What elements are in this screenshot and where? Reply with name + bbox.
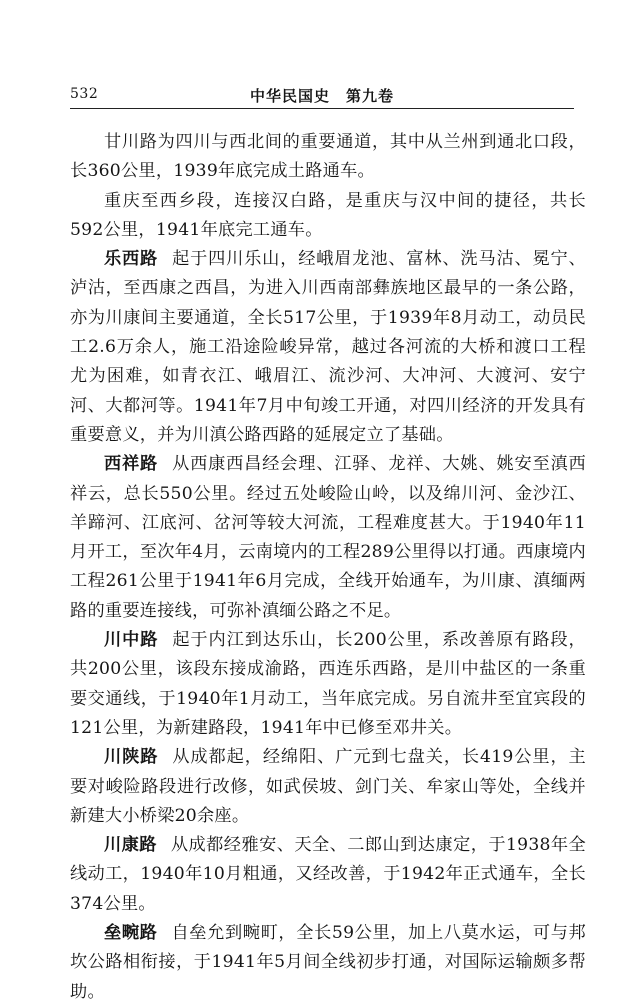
section-heading: 川康路 xyxy=(104,835,157,856)
paragraph-text: 重庆至西乡段，连接汉白路，是重庆与汉中间的捷径，共长592公里，1941年底完工通车。 xyxy=(70,190,586,240)
paragraph-text: 起于四川乐山，经峨眉龙池、富林、洗马沽、冕宁、泸沽，至西康之西昌，为进入川西南部彝族地区最早的一条公路，亦为川康间主要通道，全长517公里，于1939年8月动工，动员民工2.6万余人，施工沿途险峻异常，越过各河流的大桥和渡口工程尤为困难，如青衣江、峨眉江、流沙河、大冲河、大渡河、安宁河、大都河等。1941年7月中旬竣工开通，对四川经济的开发具有重要意义，并为川滇公路西路的延展定立了基础。 xyxy=(70,249,586,445)
body-text xyxy=(70,128,586,1007)
paragraph xyxy=(70,831,586,919)
paragraph xyxy=(70,919,586,1007)
paragraph-text: 从成都经雅安、天全、二郎山到达康定，于1938年全线动工，1940年10月粗通，又经改善，于1942年正式通车，全长374公里。 xyxy=(70,835,586,914)
paragraph xyxy=(70,187,586,246)
paragraph-text: 从成都起，经绵阳、广元到七盘关，长419公里，主要对峻险路段进行改修，如武侯坡、剑门关、牟家山等处，全线并新建大小桥梁20余座。 xyxy=(70,747,586,826)
section-heading: 川陕路 xyxy=(104,747,159,768)
section-heading: 垒畹路 xyxy=(104,923,158,944)
paragraph xyxy=(70,245,586,450)
paragraph xyxy=(70,450,586,626)
paragraph xyxy=(70,626,586,743)
paragraph xyxy=(70,128,586,187)
section-heading: 川中路 xyxy=(104,630,159,651)
paragraph-text: 自垒允到畹町，全长59公里，加上八莫水运，可与邦坎公路相衔接，于1941年5月间全线初步打通，对国际运输颇多帮助。 xyxy=(70,923,586,1002)
page-header xyxy=(70,82,574,109)
page-number: 532 xyxy=(70,86,99,102)
paragraph-text: 起于内江到达乐山，长200公里，系改善原有路段，共200公里，该段东接成渝路，西连乐西路，是川中盐区的一条重要交通线，于1940年1月动工，当年底完成。另自流井至宜宾段的121公里，为新建路段，1941年中已修至邓井关。 xyxy=(70,630,586,738)
running-title: 中华民国史 第九卷 xyxy=(249,87,394,105)
paragraph xyxy=(70,743,586,831)
section-heading: 西祥路 xyxy=(104,454,159,475)
paragraph-text: 甘川路为四川与西北间的重要通道，其中从兰州到通北口段，长360公里，1939年底完成土路通车。 xyxy=(70,132,586,182)
section-heading: 乐西路 xyxy=(104,249,159,270)
paragraph-text: 从西康西昌经会理、江驿、龙祥、大姚、姚安至滇西祥云，总长550公里。经过五处峻险山岭，以及绵川河、金沙江、羊蹄河、江底河、岔河等较大河流，工程难度甚大。于1940年11月开工，至次年4月，云南境内的工程289公里得以打通。西康境内工程261公里于1941年6月完成，全线开始通车，为川康、滇缅两路的重要连接线，可弥补滇缅公路之不足。 xyxy=(70,454,586,621)
